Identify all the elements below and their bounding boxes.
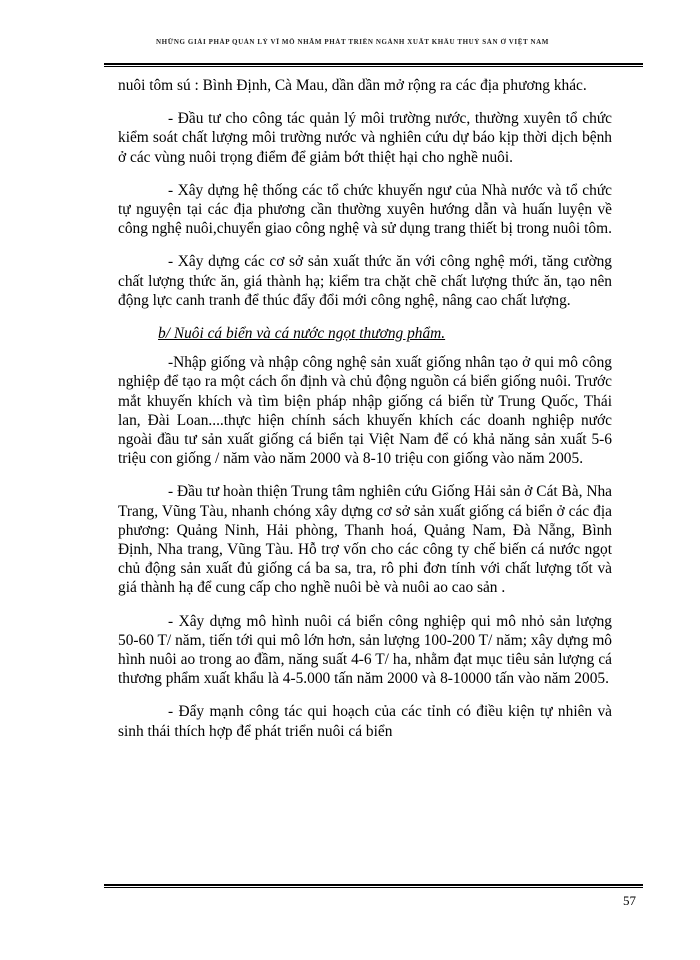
paragraph-extension-system: - Xây dựng hệ thống các tổ chức khuyến ngư của Nhà nước và tổ chức tự nguyện tại các địa phương cần thường xuyên hướng dẫn và huấn luyện về công nghệ nuôi,chuyển giao công nghệ và sử dụng trang thiết bị trong nuôi tôm.	[118, 181, 612, 238]
header-rule	[104, 63, 643, 67]
page-number: 57	[623, 893, 636, 908]
paragraph-continuation: nuôi tôm sú : Bình Định, Cà Mau, dần dần mở rộng ra các địa phương khác.	[118, 77, 587, 94]
paragraph-seed-import: -Nhập giống và nhập công nghệ sản xuất giống nhân tạo ở qui mô công nghiệp để tạo ra một cách ổn định và chủ động nguồn cá biển giống nuôi. Trước mắt khuyến khích và tìm biện pháp nhập giống cá biển từ Trung Quốc, Thái lan, Đài Loan....thực hiện chính sách khuyến khích các doanh nghiệp nước ngoài đầu tư sản xuất giống cá biển tại Việt Nam để có khả năng sản xuất 5-6 triệu con giống / năm vào năm 2000 và 8-10 triệu con giống vào năm 2005.	[118, 354, 612, 468]
paragraph-feed-production: - Xây dựng các cơ sở sản xuất thức ăn với công nghệ mới, tăng cường chất lượng thức ăn, giá thành hạ; kiểm tra chặt chẽ chất lượng thức ăn, tạo nên động lực canh tranh để thúc đẩy đổi mới công nghệ, nâng cao chất lượng.	[118, 253, 612, 309]
paragraph-industrial-model: - Xây dựng mô hình nuôi cá biển công nghiệp qui mô nhỏ sản lượng 50-60 T/ năm, tiến tới qui mô lớn hơn, sản lượng 100-200 T/ năm; xây dựng mô hình nuôi ao trong ao đầm, năng suất 4-6 T/ ha, nhằm đạt mục tiêu sản lượng cá thương phẩm xuất khẩu là 4-5.000 tấn năm 2000 và 8-10000 tấn vào năm 2005.	[118, 612, 612, 688]
running-header: NHỮNG GIẢI PHÁP QUẢN LÝ VĨ MÔ NHẰM PHÁT TRIỂN NGÀNH XUẤT KHẨU THUỶ SẢN Ở VIỆT NAM	[156, 38, 549, 46]
section-subheading: b/ Nuôi cá biển và cá nước ngọt thương phẩm.	[158, 325, 446, 343]
paragraph-planning: - Đẩy mạnh công tác qui hoạch của các tỉnh có điều kiện tự nhiên và sinh thái thích hợp để phát triển nuôi cá biển	[118, 703, 612, 740]
paragraph-research-centers: - Đầu tư hoàn thiện Trung tâm nghiên cứu Giống Hải sản ở Cát Bà, Nha Trang, Vũng Tàu, nhanh chóng xây dựng cơ sở sản xuất giống cá biển ở các địa phương: Quảng Ninh, Hải phòng, Thanh hoá, Quảng Nam, Đà Nẵng, Bình Định, Nha trang, Vũng Tàu. Hỗ trợ vốn cho các công ty chế biến cá nước ngọt chủ động sản xuất đủ giống cá ba sa, tra, rô phi đơn tính với chất lượng tốt và giá thành hạ để cung cấp cho nghề nuôi bè và nuôi ao cao sản .	[118, 483, 612, 597]
footer-rule	[104, 884, 643, 888]
page-body	[118, 76, 612, 755]
paragraph-water-management: - Đầu tư cho công tác quản lý môi trường nước, thường xuyên tổ chức kiểm soát chất lượng môi trường nước và nghiên cứu dự báo kịp thời dịch bệnh ở các vùng nuôi trọng điểm để giảm bớt thiệt hại cho nghề nuôi.	[118, 110, 612, 166]
